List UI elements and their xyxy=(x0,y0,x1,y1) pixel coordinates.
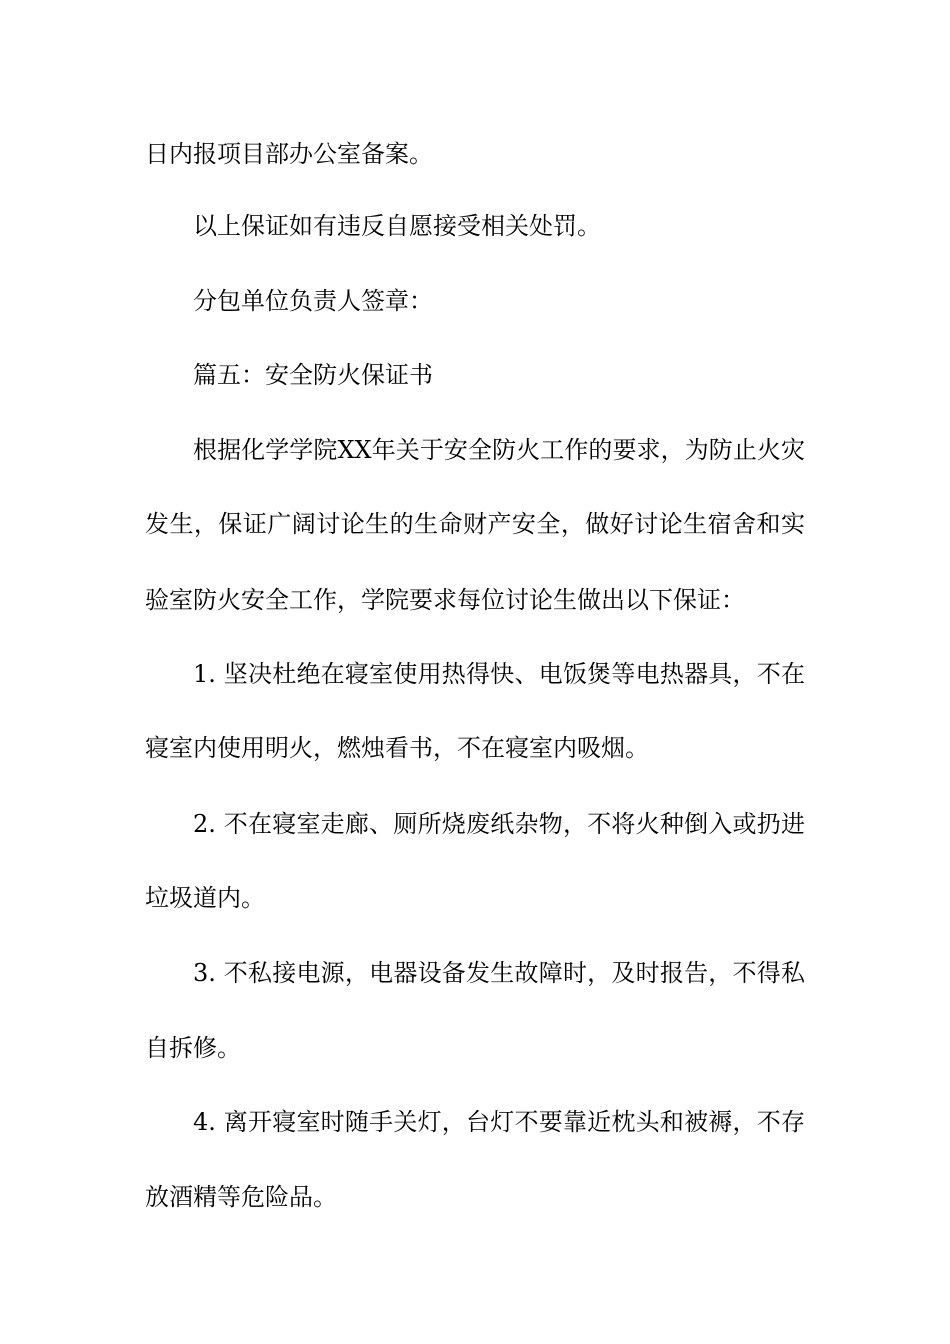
paragraph-line: 发生，保证广阔讨论生的生命财产安全，做好讨论生宿舍和实 xyxy=(145,510,805,538)
paragraph-line: 验室防火安全工作，学院要求每位讨论生做出以下保证： xyxy=(145,586,745,614)
list-item-line: 2. 不在寝室走廊、厕所烧废纸杂物，不将火种倒入或扔进 xyxy=(193,810,805,838)
list-item-line: 4. 离开寝室时随手关灯，台灯不要靠近枕头和被褥，不存 xyxy=(193,1108,805,1136)
list-item-line: 1. 坚决杜绝在寝室使用热得快、电饭煲等电热器具，不在 xyxy=(193,660,805,688)
signature-label: 分包单位负责人签章： xyxy=(193,287,433,315)
paragraph-line: 根据化学学院XX年关于安全防火工作的要求，为防止火灾 xyxy=(193,436,805,464)
list-item-line: 自拆修。 xyxy=(145,1034,241,1062)
list-item-line: 3. 不私接电源，电器设备发生故障时，及时报告，不得私 xyxy=(193,959,805,987)
section-heading: 篇五：安全防火保证书 xyxy=(193,361,433,389)
list-item-line: 垃圾道内。 xyxy=(145,884,265,912)
paragraph-line: 以上保证如有违反自愿接受相关处罚。 xyxy=(193,212,601,240)
paragraph-line: 日内报项目部办公室备案。 xyxy=(145,140,433,168)
list-item-line: 寝室内使用明火，燃烛看书，不在寝室内吸烟。 xyxy=(145,734,649,762)
list-item-line: 放酒精等危险品。 xyxy=(145,1183,337,1211)
